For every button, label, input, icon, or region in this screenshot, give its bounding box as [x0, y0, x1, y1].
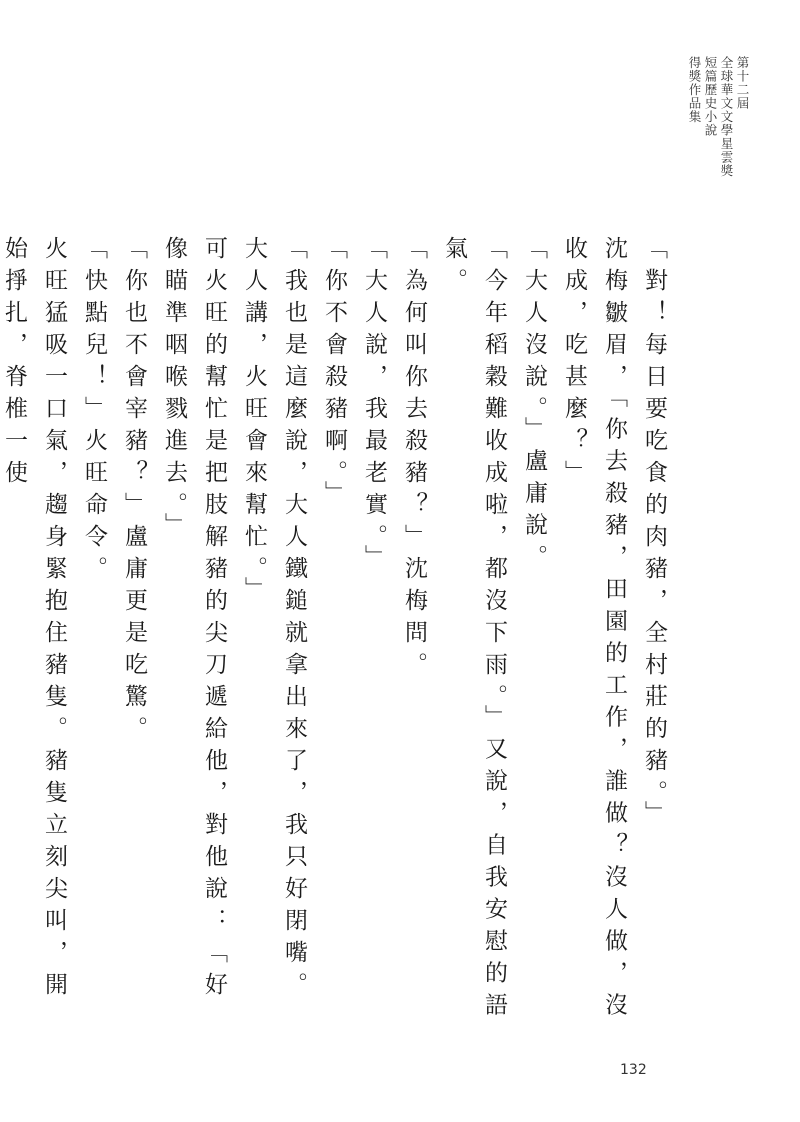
paragraph: 火旺猛吸一口氣，趨身緊抱住豬隻。豬隻立刻尖叫，開始掙扎，脊椎一使 — [1, 236, 67, 1004]
paragraph: 「為何叫你去殺豬？」沈梅問。 — [401, 236, 427, 684]
paragraph: 可火旺的幫忙是把肢解豬的尖刀遞給他，對他說：「好像瞄準咽喉戮進去。」 — [161, 236, 227, 1004]
paragraph: 「今年稻穀難收成啦，都沒下雨。」又說，自我安慰的語氣。 — [441, 236, 507, 1025]
paragraph: 「對！每日要吃食的肉豬，全村莊的豬。」 — [641, 236, 667, 833]
body-text — [1, 236, 674, 1026]
running-header — [686, 56, 750, 196]
header-line: 全球華文文學星雲獎 — [719, 56, 734, 178]
paragraph: 「我也是這麼說，大人鐵鎚就拿出來了，我只好閉嘴。大人講，火旺會來幫忙。」 — [241, 236, 307, 1004]
paragraph: 「大人沒說。」盧庸說。 — [521, 236, 547, 577]
paragraph: 「快點兒！」火旺命令。 — [81, 236, 107, 588]
paragraph: 沈梅皺眉，「你去殺豬，田園的工作，誰做？沒人做，沒收成，吃甚麼？」 — [561, 236, 627, 1025]
paragraph: 「大人說，我最老實。」 — [361, 236, 387, 577]
header-line: 第十二屆 — [735, 56, 750, 110]
page-number: 132 — [620, 1062, 647, 1078]
header-line: 得獎作品集 — [687, 56, 702, 124]
paragraph: 「你也不會宰豬？」盧庸更是吃驚。 — [121, 236, 147, 748]
paragraph: 「你不會殺豬啊。」 — [321, 236, 347, 513]
header-line: 短篇歷史小說 — [703, 56, 718, 137]
